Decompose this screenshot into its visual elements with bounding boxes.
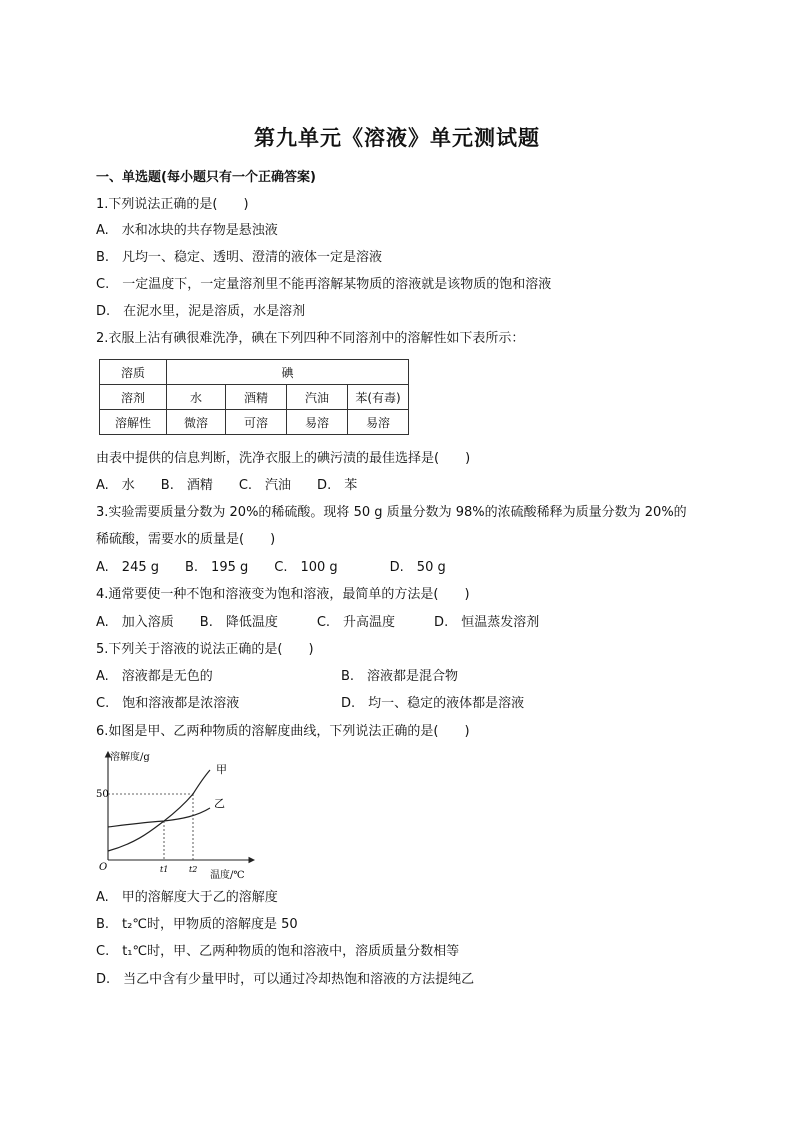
table-row — [100, 410, 409, 435]
q5-stem: 5.下列关于溶液的说法正确的是( ) — [96, 642, 314, 657]
table-cell: 汽油 — [287, 385, 348, 410]
q1-option-a: A. 水和冰块的共存物是悬浊液 — [96, 223, 278, 238]
q6-option-d: D. 当乙中含有少量甲时，可以通过冷却热饱和溶液的方法提纯乙 — [96, 972, 475, 987]
solubility-table — [99, 359, 409, 435]
origin-label: O — [99, 862, 108, 873]
q6-option-a: A. 甲的溶解度大于乙的溶解度 — [96, 890, 278, 905]
series-label-jia: 甲 — [216, 763, 227, 776]
y-axis-label: 溶解度/g — [110, 752, 150, 763]
x-tick-label: t1 — [160, 865, 169, 874]
table-cell: 微溶 — [167, 410, 226, 435]
table-cell: 碘 — [167, 360, 409, 385]
q5-option-b: B. 溶液都是混合物 — [341, 669, 459, 684]
table-cell: 易溶 — [348, 410, 409, 435]
table-row — [100, 385, 409, 410]
curve-jia — [108, 770, 210, 851]
q4-stem: 4.通常要使一种不饱和溶液变为饱和溶液，最简单的方法是( ) — [96, 587, 470, 602]
q1-option-d: D. 在泥水里，泥是溶质，水是溶剂 — [96, 304, 306, 319]
q3-options: A. 245 g B. 195 g C. 100 g D. 50 g — [96, 560, 446, 575]
q5-option-a: A. 溶液都是无色的 — [96, 669, 213, 684]
q6-option-b: B. t₂℃时，甲物质的溶解度是 50 — [96, 917, 298, 932]
x-tick-label: t2 — [189, 865, 198, 874]
q6-stem: 6.如图是甲、乙两种物质的溶解度曲线，下列说法正确的是( ) — [96, 724, 470, 739]
table-cell: 易溶 — [287, 410, 348, 435]
page-title: 第九单元《溶液》单元测试题 — [254, 125, 540, 150]
q1-stem: 1.下列说法正确的是( ) — [96, 197, 249, 212]
y-tick-label: 50 — [96, 789, 109, 800]
table-cell: 酒精 — [226, 385, 287, 410]
table-cell: 溶剂 — [100, 385, 167, 410]
section-heading: 一、单选题(每小题只有一个正确答案) — [96, 170, 316, 185]
table-cell: 可溶 — [226, 410, 287, 435]
q3-stem-line2: 稀硫酸，需要水的质量是( ) — [96, 532, 276, 547]
q5-option-c: C. 饱和溶液都是浓溶液 — [96, 696, 240, 711]
q2-question: 由表中提供的信息判断，洗净衣服上的碘污渍的最佳选择是( ) — [96, 451, 471, 466]
table-row — [100, 360, 409, 385]
series-label-yi: 乙 — [214, 797, 225, 810]
q3-stem-line1: 3.实验需要质量分数为 20%的稀硫酸。现将 50 g 质量分数为 98%的浓硫酸稀释为质量分数为 20%的 — [96, 505, 687, 520]
table-cell: 苯(有毒) — [348, 385, 409, 410]
q1-option-c: C. 一定温度下，一定量溶剂里不能再溶解某物质的溶液就是该物质的饱和溶液 — [96, 277, 552, 292]
x-axis-label: 温度/℃ — [210, 870, 245, 881]
q4-options: A. 加入溶质 B. 降低温度 C. 升高温度 D. 恒温蒸发溶剂 — [96, 615, 540, 630]
table-cell: 溶解性 — [100, 410, 167, 435]
table-cell: 溶质 — [100, 360, 167, 385]
q2-options: A. 水 B. 酒精 C. 汽油 D. 苯 — [96, 478, 358, 493]
q2-stem: 2.衣服上沾有碘很难洗净，碘在下列四种不同溶剂中的溶解性如下表所示： — [96, 331, 525, 346]
q6-option-c: C. t₁℃时，甲、乙两种物质的饱和溶液中，溶质质量分数相等 — [96, 944, 460, 959]
q1-option-b: B. 凡均一、稳定、透明、澄清的液体一定是溶液 — [96, 250, 383, 265]
solubility-curve-chart — [92, 748, 262, 882]
table-cell: 水 — [167, 385, 226, 410]
q5-option-d: D. 均一、稳定的液体都是溶液 — [341, 696, 525, 711]
